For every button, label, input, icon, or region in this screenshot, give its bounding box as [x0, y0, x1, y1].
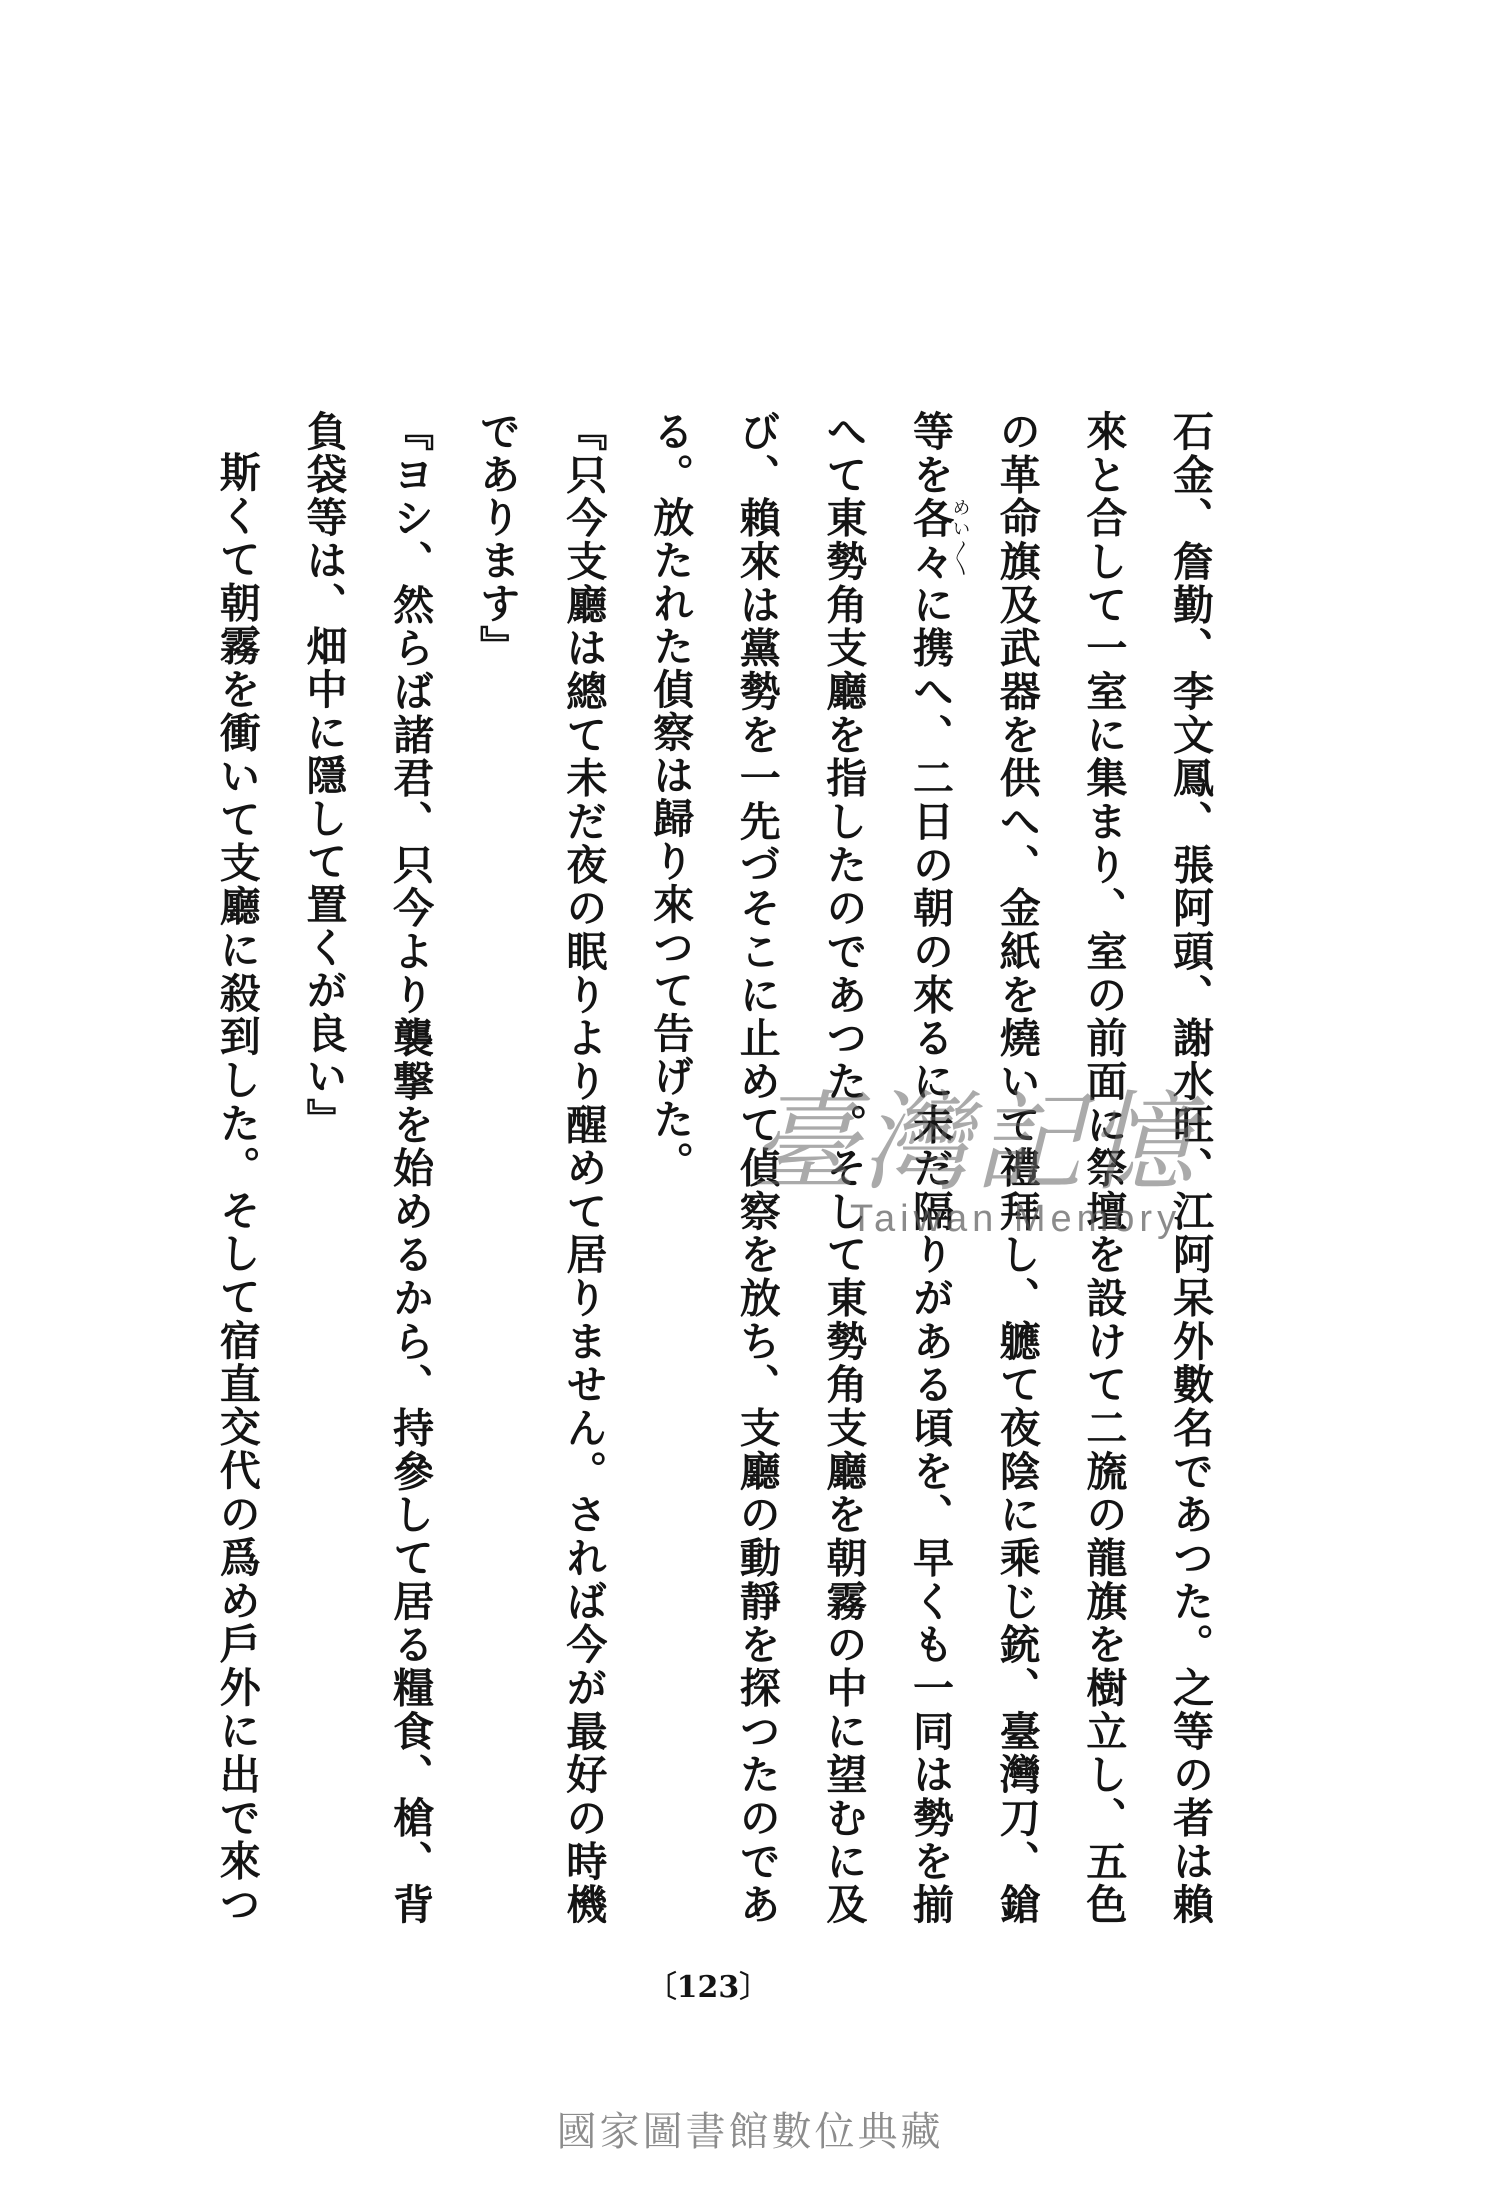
watermark-subtitle: Taiwan Memory	[850, 1198, 1182, 1240]
watermark-title: 臺灣記憶	[750, 1081, 1199, 1206]
library-credit: 國家圖書館數位典藏	[556, 2109, 944, 2155]
text-column-9: であります』	[472, 410, 521, 668]
text-column-5: へて東勢角支廳を指したのであつた。そして東勢角支廳を朝霧の中に望むに及	[819, 410, 868, 1924]
text-column-3: の革命旗及武器を供へ、金紙を燒いて禮拜し、軈て夜陰に乘じ銃、臺灣刀、鎗	[992, 410, 1041, 1924]
text-column-11: 負袋等は、畑中に隱して置くが良い』	[299, 410, 348, 1141]
text-column-2: 來と合して一室に集まり、室の前面に祭壇を設けて二旒の龍旗を樹立し、五色	[1079, 410, 1128, 1924]
text-column-4-before: 等を	[906, 410, 955, 497]
text-column-1: 石金、詹勤、李文鳳、張阿頭、謝水旺、江阿呆外數名であつた。之等の者は賴	[1166, 410, 1214, 1924]
furigana-base: 各々	[906, 496, 955, 584]
page-number: 〔123〕	[646, 1970, 770, 2005]
text-column-7: る。放たれた偵察は歸り來つて告げた。	[646, 410, 695, 1184]
text-column-10: 『ヨシ、然らば諸君、只今より襲撃を始めるから、持參して居る糧食、槍、背	[386, 410, 435, 1924]
furigana	[906, 496, 971, 584]
text-column-12: 斯くて朝霧を衝いて支廳に殺到した。そして宿直交代の爲め戶外に出で來つ	[212, 451, 261, 1924]
text-column-6: び、賴來は黨勢を一先づそこに止めて偵察を放ち、支廳の動靜を探つたのであ	[732, 410, 781, 1924]
text-column-8: 『只今支廳は總て未だ夜の眠りより醒めて居りません。されば今が最好の時機	[559, 410, 608, 1924]
furigana-reading: めい〳〵	[949, 496, 971, 581]
text-column-4-after: に携へ、二日の朝の來るに未だ隔りがある頃を、早くも一同は勢を揃	[906, 583, 955, 1925]
